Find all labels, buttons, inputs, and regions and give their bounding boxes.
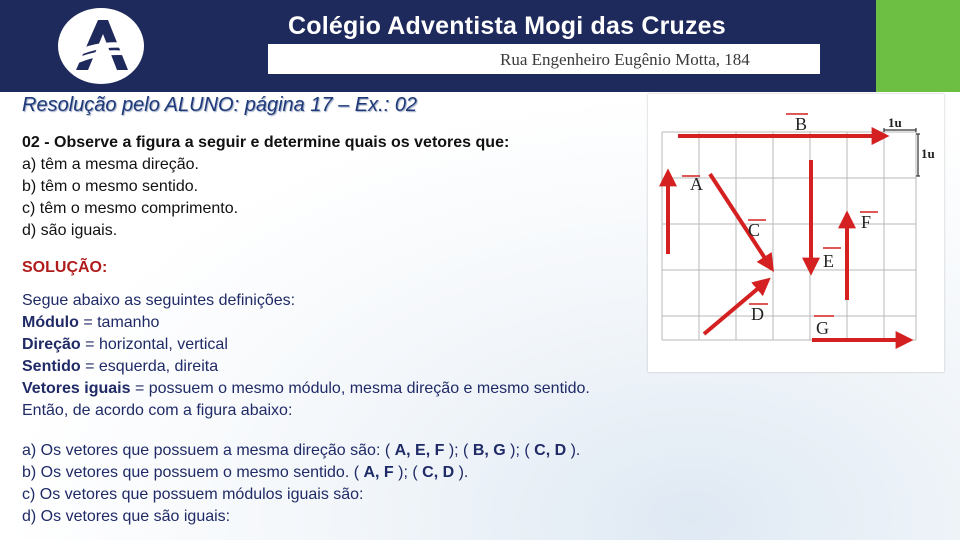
logo-a-icon bbox=[58, 8, 144, 84]
answer-text: ); ( bbox=[444, 442, 473, 459]
question-item-b: b) têm o mesmo sentido. bbox=[22, 178, 199, 195]
header-banner bbox=[0, 0, 960, 92]
answer-a bbox=[22, 440, 580, 462]
answer-c: c) Os vetores que possuem módulos iguais são: bbox=[22, 486, 364, 503]
definition-term: Vetores iguais bbox=[22, 380, 131, 397]
definition-text: = possuem o mesmo módulo, mesma direção e mesmo sentido. bbox=[130, 380, 590, 397]
vector-c-arrow bbox=[710, 174, 772, 269]
question-item-c: c) têm o mesmo comprimento. bbox=[22, 200, 239, 217]
answer-group: C, D bbox=[534, 442, 567, 459]
page-title: Resolução pelo ALUNO: página 17 – Ex.: 02 bbox=[22, 94, 418, 116]
definitions-block bbox=[22, 290, 590, 422]
definition-text: = esquerda, direita bbox=[80, 358, 219, 375]
vector-c-label: C bbox=[748, 220, 761, 240]
answer-group: C, D bbox=[422, 464, 455, 481]
grid bbox=[662, 132, 916, 340]
definition-text: = tamanho bbox=[78, 314, 160, 331]
answer-text: a) Os vetores que possuem a mesma direção são: ( bbox=[22, 442, 395, 459]
answer-group: A, E, F bbox=[394, 442, 445, 459]
answer-group: A, F bbox=[363, 464, 394, 481]
vector-d-label: D bbox=[751, 304, 764, 324]
vector-b-label: B bbox=[795, 114, 808, 134]
solution-label: SOLUÇÃO: bbox=[22, 259, 108, 276]
school-logo bbox=[58, 8, 144, 84]
school-name: Colégio Adventista Mogi das Cruzes bbox=[288, 12, 726, 40]
unit-vertical-label: 1u bbox=[921, 146, 935, 161]
vector-a-label: A bbox=[690, 174, 703, 194]
answer-d: d) Os vetores que são iguais: bbox=[22, 508, 231, 525]
answer-b bbox=[22, 462, 580, 484]
question-item-d: d) são iguais. bbox=[22, 222, 118, 239]
header-green-band bbox=[876, 0, 960, 92]
answer-text: b) Os vetores que possuem o mesmo sentido. ( bbox=[22, 464, 364, 481]
definition-term: Módulo bbox=[22, 314, 79, 331]
unit-horizontal-label: 1u bbox=[888, 115, 902, 130]
definition-term: Direção bbox=[22, 336, 81, 353]
header-divider bbox=[820, 0, 876, 92]
definition-modulo bbox=[22, 312, 590, 334]
question-intro: 02 - Observe a figura a seguir e determine quais os vetores que: bbox=[22, 134, 510, 151]
vector-g-label: G bbox=[816, 318, 829, 338]
answers-block bbox=[22, 440, 580, 528]
definition-vetores-iguais bbox=[22, 378, 590, 400]
vector-grid-diagram bbox=[648, 94, 944, 372]
definitions-intro: Segue abaixo as seguintes definições: bbox=[22, 292, 296, 309]
definition-text: = horizontal, vertical bbox=[80, 336, 228, 353]
answer-group: B, G bbox=[472, 442, 506, 459]
answer-text: ); ( bbox=[393, 464, 423, 481]
definition-term: Sentido bbox=[22, 358, 81, 375]
vector-f-label: F bbox=[861, 212, 872, 232]
answer-text: ). bbox=[454, 464, 469, 481]
definition-sentido bbox=[22, 356, 590, 378]
unit-markers bbox=[884, 128, 920, 176]
question-block bbox=[22, 132, 509, 242]
answer-text: ); ( bbox=[505, 442, 535, 459]
question-item-a: a) têm a mesma direção. bbox=[22, 156, 199, 173]
vector-figure bbox=[648, 94, 944, 372]
school-address: Rua Engenheiro Eugênio Motta, 184 bbox=[500, 50, 750, 69]
definitions-closing: Então, de acordo com a figura abaixo: bbox=[22, 402, 293, 419]
answer-text: ). bbox=[566, 442, 581, 459]
definition-direcao bbox=[22, 334, 590, 356]
vector-e-label: E bbox=[823, 251, 834, 271]
